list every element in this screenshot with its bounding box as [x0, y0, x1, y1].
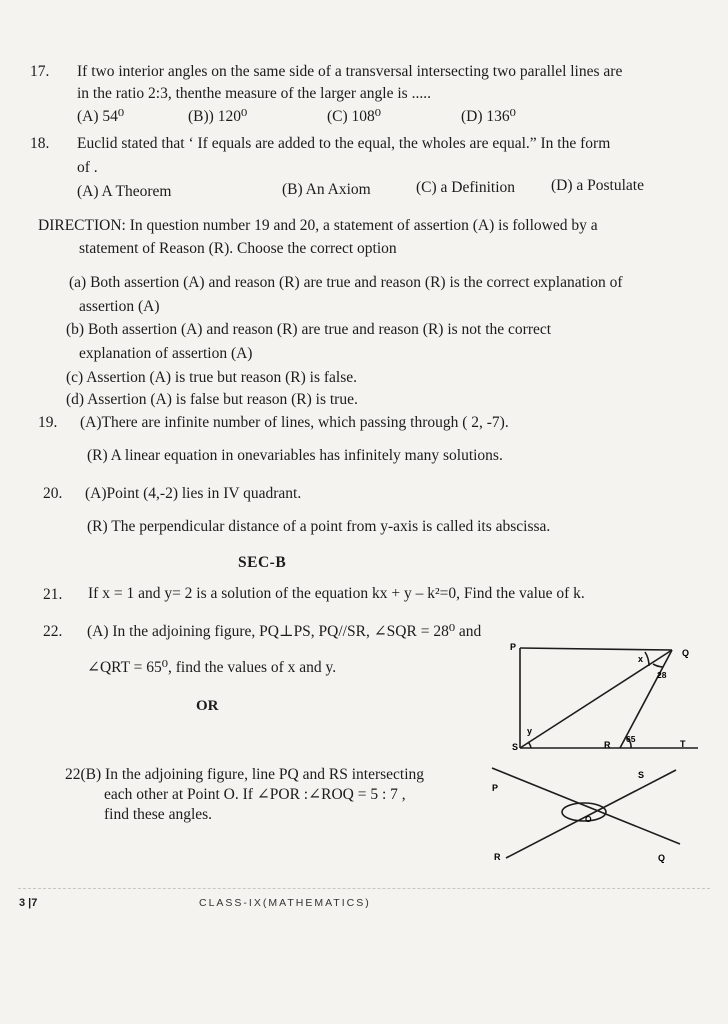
q19-assertion: (A)There are infinite number of lines, which passing through ( 2, -7).: [80, 414, 509, 431]
q22a-line1: (A) In the adjoining figure, PQ⊥PS, PQ//SR, ∠SQR = 28⁰ and: [87, 623, 482, 640]
line-pq: [520, 648, 672, 650]
angle-x-arc: [645, 652, 649, 666]
q18-number: 18.: [30, 135, 50, 152]
q22a-line2: ∠QRT = 65⁰, find the values of x and y.: [87, 659, 337, 676]
label-s: S: [512, 742, 519, 752]
or-separator: OR: [196, 698, 219, 714]
q19-reason: (R) A linear equation in onevariables has infinitely many solutions.: [87, 447, 503, 464]
section-b-heading: SEC-B: [238, 554, 287, 571]
angle-y-arc: [528, 742, 531, 748]
q17-option-d: (D) 136⁰: [461, 108, 516, 125]
label-28: 28: [657, 670, 667, 680]
q18-text-line1: Euclid stated that ‘ If equals are added to the equal, the wholes are equal.” In the form: [77, 135, 611, 152]
q17-option-b: (B)) 120⁰: [188, 108, 248, 125]
label-p: P: [510, 642, 517, 652]
q22b-line3: find these angles.: [104, 806, 213, 823]
q18-option-b: (B) An Axiom: [282, 181, 371, 198]
label-65: 65: [626, 734, 636, 744]
label-t: T: [680, 739, 686, 749]
ar-option-c: (c) Assertion (A) is true but reason (R) is false.: [66, 369, 357, 386]
q18-option-a: (A) A Theorem: [77, 183, 172, 200]
q22b-line1: 22(B) In the adjoining figure, line PQ and RS intersecting: [65, 766, 425, 783]
label-q: Q: [658, 853, 666, 863]
ar-option-d: (d) Assertion (A) is false but reason (R) is true.: [66, 391, 358, 408]
label-s: S: [638, 770, 645, 780]
q17-option-a: (A) 54⁰: [77, 108, 125, 125]
label-r: R: [494, 852, 501, 862]
q17-text-line2: in the ratio 2:3, thenthe measure of the larger angle is .....: [77, 85, 431, 102]
footer-page-number: 3 |7: [19, 897, 38, 909]
q17-option-c: (C) 108⁰: [327, 108, 382, 125]
figure-22a: [470, 638, 710, 758]
q21-text: If x = 1 and y= 2 is a solution of the equation kx + y – k²=0, Find the value of k.: [88, 585, 585, 602]
q17-number: 17.: [30, 63, 50, 80]
label-x: x: [638, 654, 644, 664]
q20-number: 20.: [43, 485, 63, 502]
q20-assertion: (A)Point (4,-2) lies in IV quadrant.: [85, 485, 302, 502]
label-r: R: [604, 740, 611, 750]
line-pq: [492, 768, 680, 844]
q18-text-line2: of .: [77, 159, 98, 176]
direction-line2: statement of Reason (R). Choose the correct option: [79, 240, 397, 257]
q18-option-d: (D) a Postulate: [551, 177, 644, 194]
q19-number: 19.: [38, 414, 58, 431]
footer-divider: [18, 888, 710, 889]
label-p: P: [492, 783, 499, 793]
q20-reason: (R) The perpendicular distance of a point from y-axis is called its abscissa.: [87, 518, 551, 535]
footer-class-title: CLASS-IX(MATHEMATICS): [199, 897, 371, 909]
ar-option-b-line2: explanation of assertion (A): [79, 345, 253, 362]
label-y: y: [527, 726, 533, 736]
angle-28-arc: [653, 664, 663, 667]
q18-option-c: (C) a Definition: [416, 179, 516, 196]
q22-number: 22.: [43, 623, 63, 640]
q22b-line2: each other at Point O. If ∠POR :∠ROQ = 5 : 7 ,: [104, 786, 406, 803]
q17-text-line1: If two interior angles on the same side of a transversal intersecting two parallel lines are: [77, 63, 623, 80]
label-q: Q: [682, 648, 690, 658]
figure-22b: [478, 756, 708, 876]
q21-number: 21.: [43, 586, 63, 603]
ar-option-a-line2: assertion (A): [79, 298, 160, 315]
direction-line1: DIRECTION: In question number 19 and 20, a statement of assertion (A) is followed by a: [38, 217, 598, 234]
ar-option-a-line1: (a) Both assertion (A) and reason (R) are true and reason (R) is the correct explanation of: [69, 274, 623, 291]
ar-option-b-line1: (b) Both assertion (A) and reason (R) are true and reason (R) is not the correct: [66, 321, 552, 338]
label-o: O: [585, 814, 592, 824]
